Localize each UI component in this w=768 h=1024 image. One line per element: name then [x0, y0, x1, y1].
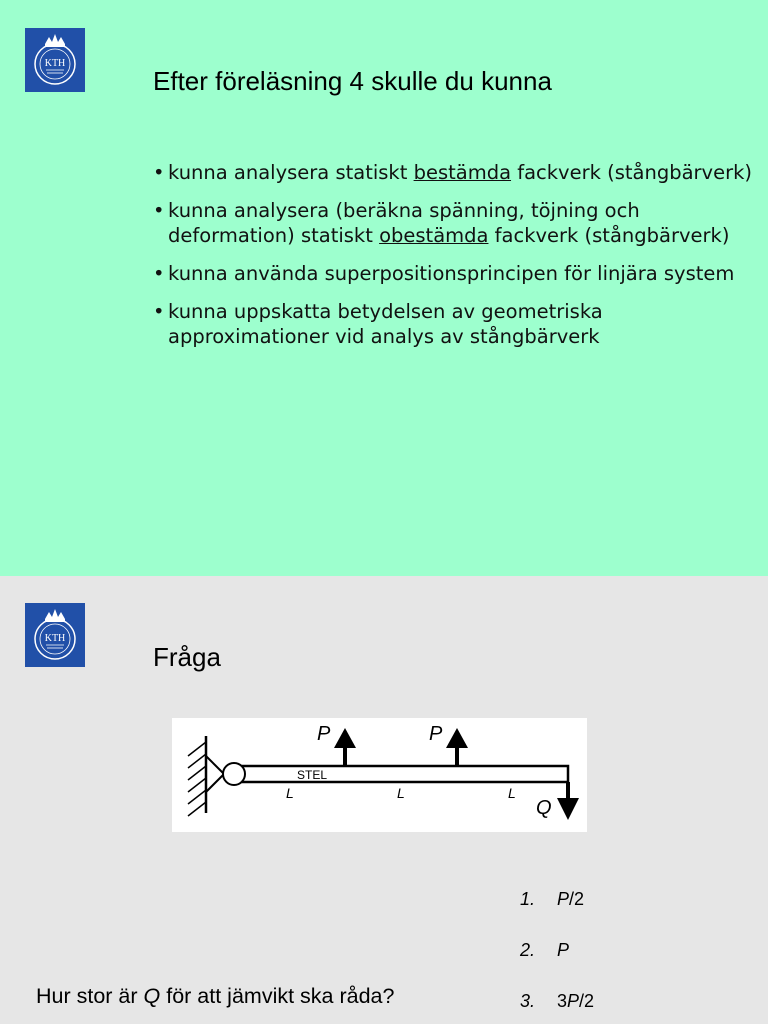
learning-goals-list	[153, 160, 753, 362]
slide-title: Fråga	[153, 642, 221, 672]
slide-title: Efter föreläsning 4 skulle du kunna	[153, 66, 552, 96]
support-bar	[206, 756, 224, 774]
answer-option-3: 3. 3P/2	[520, 991, 595, 1011]
hinge	[223, 763, 245, 785]
span-label-1: L	[286, 785, 294, 801]
kth-crest-icon	[25, 28, 85, 92]
kth-logo	[25, 603, 85, 667]
span-label-3: L	[508, 785, 516, 801]
list-item: • kunna använda superpositionsprincipen för linjära system	[153, 261, 753, 286]
beam-diagram	[172, 718, 587, 832]
support-bar	[206, 774, 224, 792]
wall-hatch	[188, 742, 206, 816]
slide-question	[0, 576, 768, 1024]
load-arrowhead-1	[334, 728, 356, 748]
logo-text: KTH	[44, 58, 66, 69]
rigid-beam	[234, 766, 568, 782]
end-load-label: Q	[536, 797, 552, 819]
load-arrowhead-2	[446, 728, 468, 748]
beam-svg	[172, 718, 587, 832]
list-item: • kunna uppskatta betydelsen av geometriska approximationer vid analys av stångbärverk	[153, 299, 753, 349]
beam-label: STEL	[297, 768, 328, 782]
span-label-2: L	[397, 785, 405, 801]
load-label-2: P	[429, 723, 443, 745]
logo-text: KTH	[44, 633, 66, 644]
load-label-1: P	[317, 723, 331, 745]
list-item: • kunna analysera (beräkna spänning, töjning och deformation) statiskt obestämda fackverk (stångbärverk)	[153, 198, 753, 248]
end-load-arrowhead	[557, 798, 579, 820]
list-item: • kunna analysera statiskt bestämda fackverk (stångbärverk)	[153, 160, 753, 185]
kth-crest-icon	[25, 603, 85, 667]
question-text: Hur stor är Q för att jämvikt ska råda?	[36, 984, 395, 1008]
kth-logo	[25, 28, 85, 92]
answer-option-2: 2. P	[520, 940, 570, 960]
answer-option-1: 1. P/2	[520, 889, 585, 909]
